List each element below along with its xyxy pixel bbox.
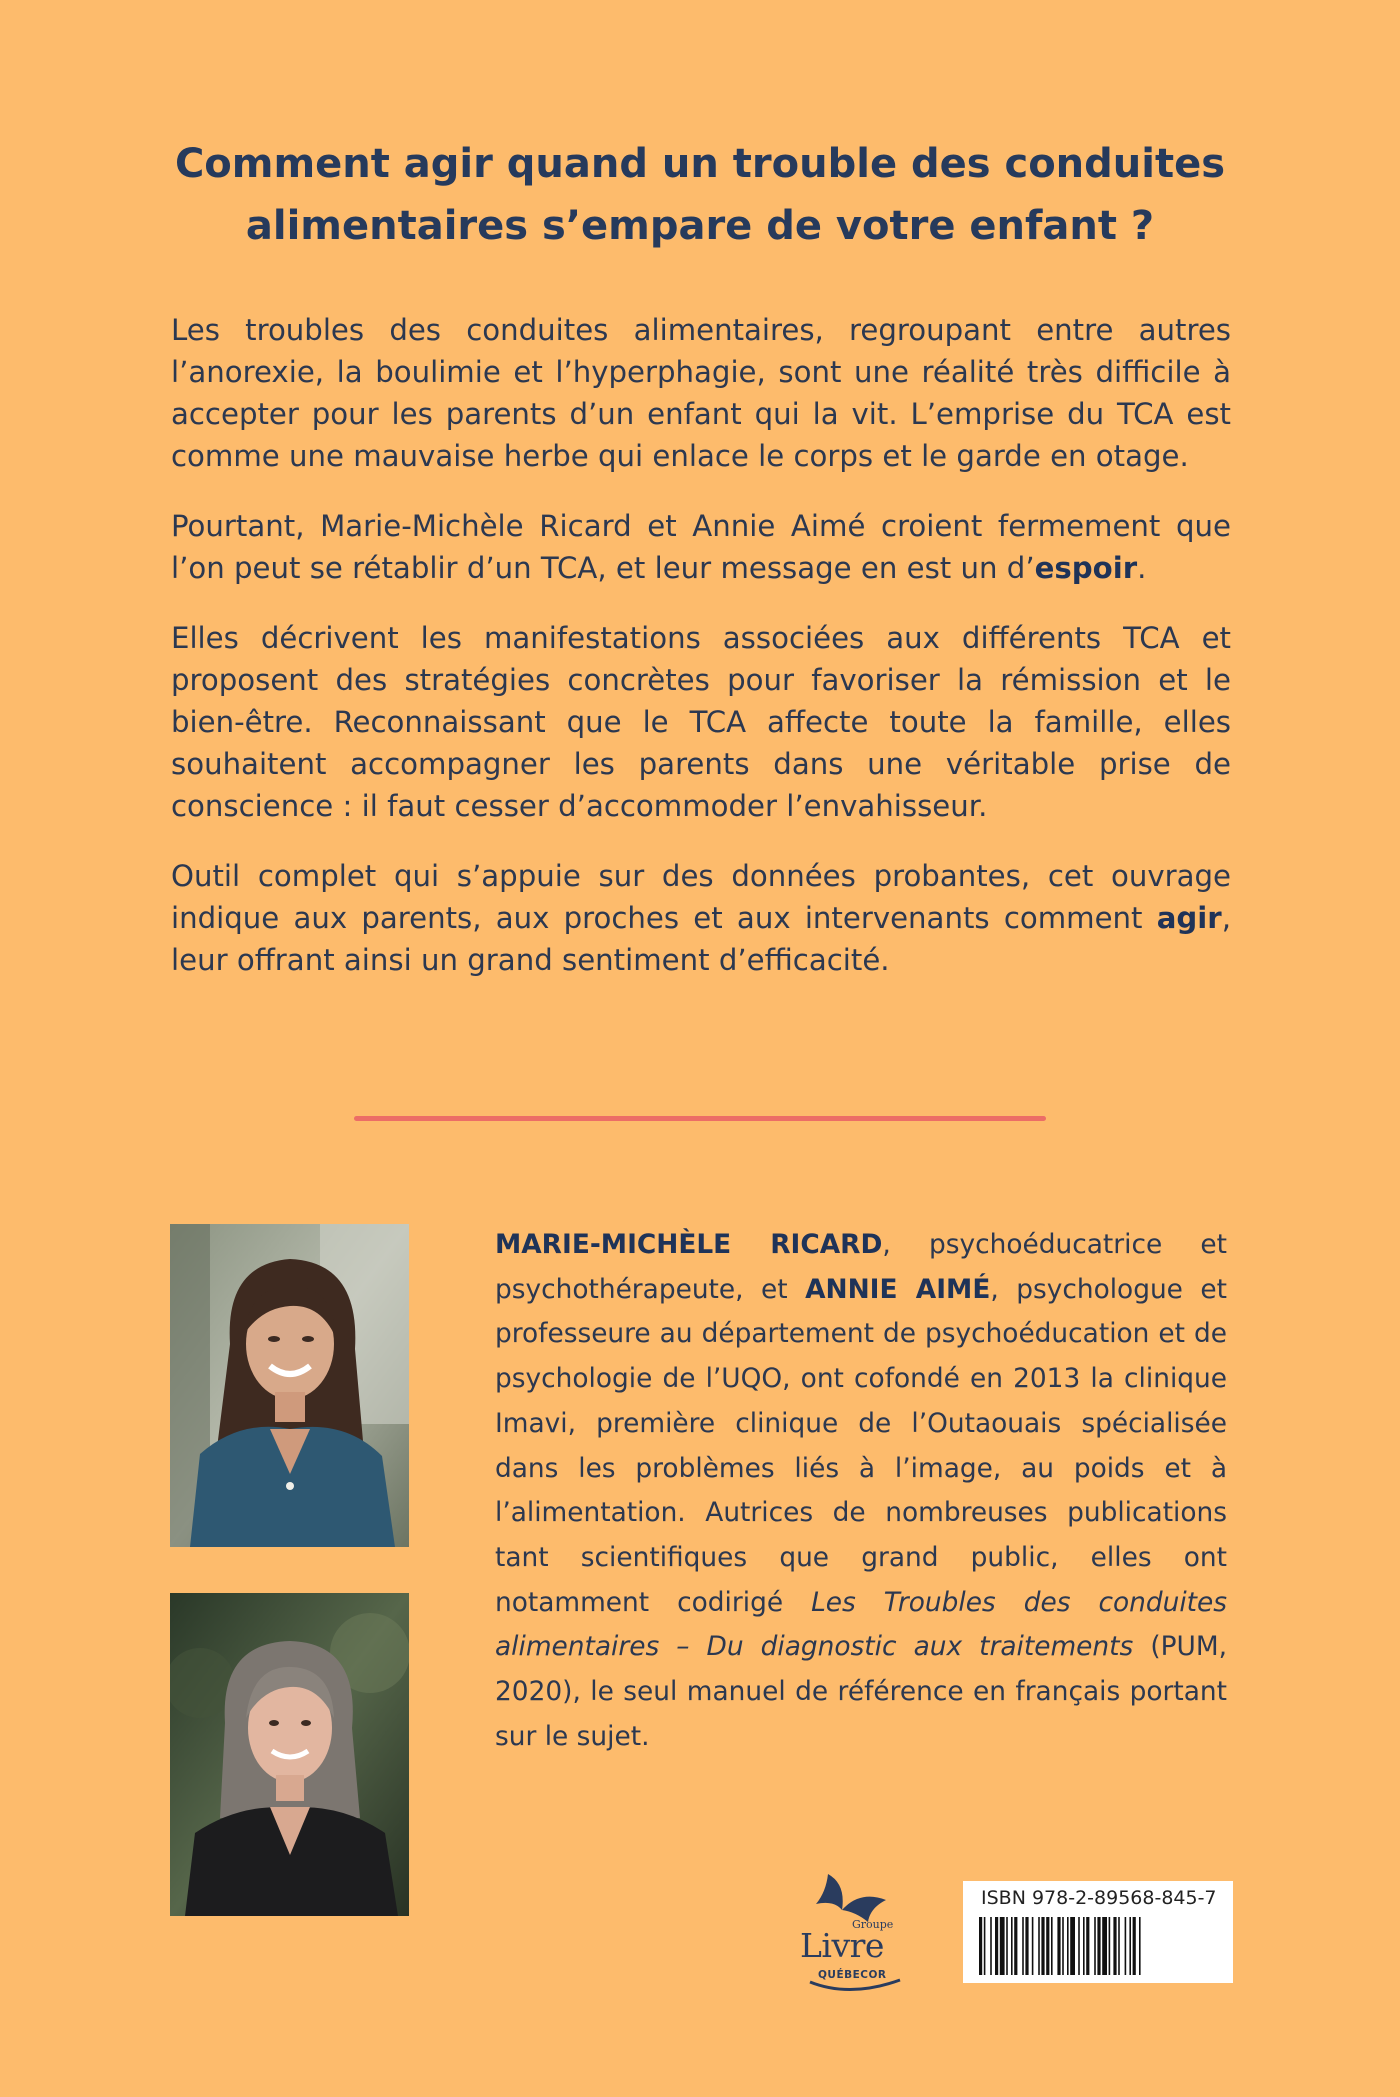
paragraph-1: Les troubles des conduites alimentaires, regroupant entre autres l’anorexie, la boulimie et l’hyperphagie, sont une réalité très difficile à accepter pour les parents d’un enfant qui la vit. L’emprise du TCA est comme une mauvaise herbe qui enlace le corps et le garde en otage. [171,313,1231,473]
barcode-bar [1051,1917,1053,1975]
barcode-bar [1057,1917,1060,1975]
barcode-bar [1038,1917,1040,1975]
publisher-logo [790,1870,920,2002]
emphasis-agir: agir [1156,901,1222,935]
paragraph-2-text: Pourtant, Marie-Michèle Ricard et Annie Aimé croient fermement que l’on peut se rétablir d’un TCA, et leur message en est un d’ [171,509,1231,585]
author-photo-2 [170,1593,409,1916]
author-photo-1 [170,1224,409,1547]
paragraph-4 [171,855,1231,981]
paragraph-3: Elles décrivent les manifestations associées aux différents TCA et proposent des stratégies concrètes pour favoriser la rémission et le bien-être. Reconnaissant que le TCA affecte toute la famille, elles souhaitent accompagner les parents dans une véritable prise de conscience : il faut cesser d’accommoder l’envahisseur. [171,621,1231,823]
barcode-bar [984,1917,986,1975]
butterfly-icon [816,1874,843,1910]
book-title: Les Troubles des conduites alimentaires – Du diagnostic aux traitements [495,1586,1227,1663]
publisher-livre: Livre [800,1926,884,1965]
headline-line-1: Comment agir quand un trouble des conduites [174,141,1226,187]
barcode-bar [1025,1917,1028,1975]
barcode-bar [1070,1917,1075,1975]
barcode-bar [1014,1917,1017,1975]
isbn-number: ISBN 978-2-89568-845-7 [981,1887,1217,1909]
bio-text-2: , psychologue et professeure au département de psychoéducation et de psychologie de l’UQO, ont cofondé en 2013 la clinique Imavi, première clinique de l’Outaouais spécialisée dans les problèmes liés à l’image, au poids et à l’alimentation. Autrices de nombreuses publications tant scientifiques que grand public, elles ont notamment codirigé [495,1273,1227,1618]
barcode-bar [1006,1917,1008,1975]
barcode-bar [1094,1917,1096,1975]
paragraph-4-end: , leur offrant ainsi un grand sentiment d’efficacité. [171,901,1231,977]
barcode-bar [1102,1917,1107,1975]
barcode-bar [1078,1917,1080,1975]
barcode-bar [1062,1917,1064,1975]
barcode-bar [1000,1917,1005,1975]
headline [150,133,1250,257]
barcode-bar [1113,1917,1116,1975]
barcode-bar [1041,1917,1044,1975]
barcode-bar [1022,1917,1024,1975]
bio-text-3: (PUM, 2020), le seul manuel de référence en français portant sur le sujet. [495,1631,1227,1752]
barcode [963,1881,1233,1983]
author-bio [495,1223,1227,1759]
barcode-bar [1118,1917,1120,1975]
paragraph-2-end: . [1137,551,1147,585]
barcode-bar [1133,1917,1136,1975]
bio-text-1: , psychoéducatrice et psychothérapeute, et [495,1229,1227,1305]
barcode-bar [1032,1917,1034,1975]
section-divider [354,1116,1046,1121]
paragraph-2 [171,505,1231,589]
barcode-bar [1086,1917,1089,1975]
barcode-bar [1097,1917,1100,1975]
emphasis-espoir: espoir [1034,551,1138,585]
barcode-bar [1067,1917,1069,1975]
barcode-bar [1011,1917,1013,1975]
description [171,309,1231,1009]
paragraph-4-text: Outil complet qui s’appuie sur des données probantes, cet ouvrage indique aux parents, aux proches et aux intervenants comment [171,859,1231,935]
publisher-groupe: Groupe [852,1918,894,1931]
barcode-bar [990,1917,992,1975]
author-name-1: MARIE-MICHÈLE RICARD [495,1229,883,1260]
barcode-bar [1046,1917,1049,1975]
barcode-bar [1129,1917,1131,1975]
barcode-bar [1083,1917,1085,1975]
barcode-bar [1139,1917,1141,1975]
barcode-bar [979,1917,982,1975]
barcode-bar [1109,1917,1111,1975]
barcode-bar [995,1917,998,1975]
publisher-quebecor: QUÉBECOR [818,1969,887,1981]
headline-line-2: alimentaires s’empare de votre enfant ? [245,203,1155,249]
barcode-bars [979,1917,1217,1975]
barcode-bar [1125,1917,1127,1975]
author-name-2: ANNIE AIMÉ [805,1273,991,1305]
